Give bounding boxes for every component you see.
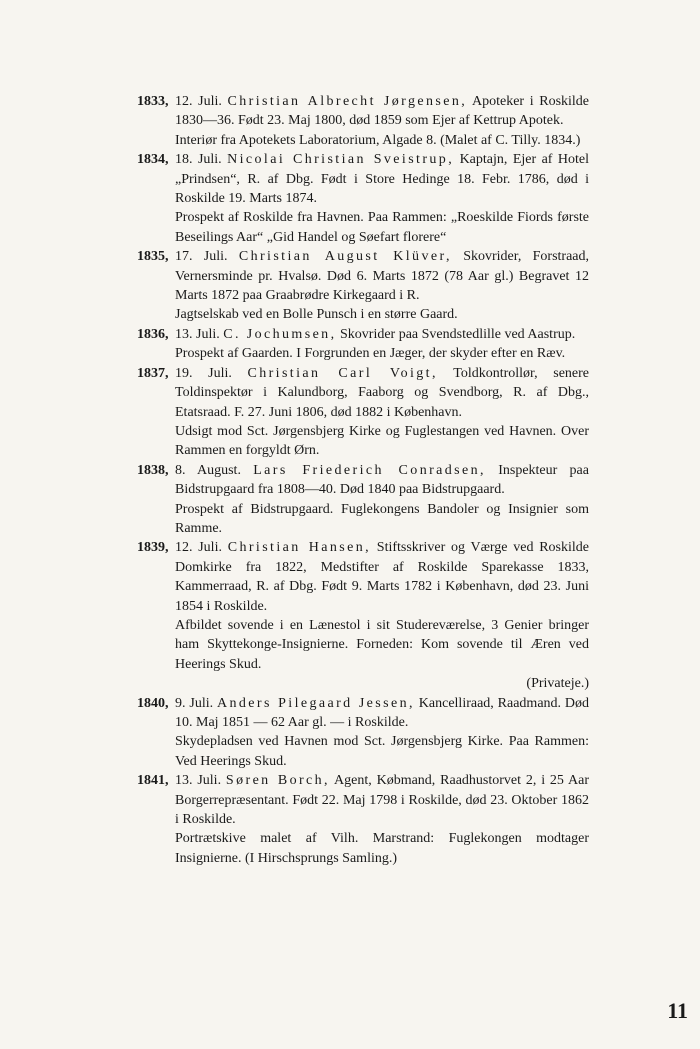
entry-description: Prospekt af Gaarden. I Forgrunden en Jæger, der skyder efter en Ræv. bbox=[175, 346, 566, 362]
entry-date: 12. Juli. bbox=[175, 540, 222, 556]
entry-body bbox=[175, 771, 589, 868]
entry-1833 bbox=[137, 92, 589, 150]
entry-details: Kancelliraad, Raadmand. Død 10. Maj 1851 — 62 Aar gl. — i Roskilde. bbox=[175, 695, 590, 730]
entry-name: Christian Albrecht Jørgensen, bbox=[227, 94, 468, 109]
entry-details: Inspekteur paa Bidstrupgaard fra 1808—40. Død 1840 paa Bidstrupgaard. bbox=[175, 462, 589, 498]
entry-body bbox=[175, 247, 589, 325]
entry-details: Apoteker i Roskilde 1830—36. Født 23. Maj 1800, død 1859 som Ejer af Kettrup Apotek. bbox=[175, 94, 590, 129]
entry-date: 9. Juli. bbox=[175, 695, 214, 711]
entry-name: Christian Carl Voigt, bbox=[247, 365, 438, 381]
entry-details: Toldkontrollør, senere Toldinspektør i Kalundborg, Faaborg og Svendborg, R. af Dbg., Etatsraad. F. 27. Juni 1806, død 1882 i København. bbox=[175, 365, 590, 420]
entry-description: Afbildet sovende i en Lænestol i sit Studereværelse, 3 Genier bringer ham Skyttekonge-Insignierne. Forneden: Kom sovende til Æren ved Heerings Skud. bbox=[175, 617, 589, 672]
entry-name: Christian August Klüver, bbox=[238, 249, 452, 265]
entry-description: Prospekt af Roskilde fra Havnen. Paa Rammen: „Roeskilde Fiords første Beseilings Aar“ „Gid Handel og Søefart florere“ bbox=[175, 210, 589, 245]
entries-list bbox=[137, 92, 589, 868]
entry-name: C. Jochumsen, bbox=[223, 326, 337, 342]
entry-1841 bbox=[137, 771, 589, 868]
entry-date: 13. Juli. bbox=[175, 773, 222, 789]
entry-text bbox=[175, 364, 589, 422]
entry-text bbox=[175, 538, 589, 616]
entry-text bbox=[175, 461, 589, 500]
entry-body bbox=[175, 694, 589, 772]
entry-date: 19. Juli. bbox=[175, 365, 232, 381]
entry-1834 bbox=[137, 150, 589, 247]
entry-text bbox=[175, 150, 589, 208]
entry-description: Prospekt af Bidstrupgaard. Fuglekongens Bandoler og Insignier som Ramme. bbox=[175, 501, 589, 536]
entry-description: Portrætskive malet af Vilh. Marstrand: Fuglekongen modtager Insignierne. (I Hirschsprungs Samling.) bbox=[175, 831, 589, 866]
entry-note: (Privateje.) bbox=[526, 676, 589, 692]
entry-year: 1834, bbox=[137, 152, 169, 168]
entry-details: Kaptajn, Ejer af Hotel „Prindsen“, R. af Dbg. Født i Store Hedinge 18. Febr. 1786, død i Roskilde 19. Marts 1874. bbox=[175, 152, 589, 207]
entry-text bbox=[175, 325, 589, 344]
entry-1837 bbox=[137, 364, 589, 461]
entry-year: 1840, bbox=[137, 695, 169, 711]
entry-date: 18. Juli. bbox=[175, 152, 222, 168]
entry-body bbox=[175, 325, 589, 364]
entry-description: Jagtselskab ved en Bolle Punsch i en større Gaard. bbox=[175, 307, 458, 323]
entry-description: Skydepladsen ved Havnen mod Sct. Jørgensbjerg Kirke. Paa Rammen: Ved Heerings Skud. bbox=[175, 734, 589, 769]
entry-text bbox=[175, 694, 589, 733]
entry-text bbox=[175, 92, 589, 131]
entry-body bbox=[175, 364, 589, 461]
entry-details: Skovrider paa Svendstedlille ved Aastrup. bbox=[340, 326, 576, 342]
entry-1840 bbox=[137, 694, 589, 772]
entry-body bbox=[175, 538, 589, 693]
entry-name: Christian Hansen, bbox=[227, 540, 372, 556]
entry-year: 1838, bbox=[137, 462, 169, 478]
entry-year: 1837, bbox=[137, 365, 169, 381]
entry-date: 8. August. bbox=[175, 462, 241, 478]
entry-details: Agent, Købmand, Raadhustorvet 2, i 25 Aar Borgerrepræsentant. Født 22. Maj 1798 i Roskilde, død 23. Oktober 1862 i Roskilde. bbox=[175, 773, 589, 828]
entry-1838 bbox=[137, 461, 589, 539]
entry-1839 bbox=[137, 538, 589, 693]
entry-name: Lars Friederich Conradsen, bbox=[253, 462, 486, 478]
entry-text bbox=[175, 247, 589, 305]
entry-body bbox=[175, 461, 589, 539]
entry-date: 12. Juli. bbox=[175, 94, 222, 109]
page-number: 11 bbox=[667, 998, 688, 1023]
entry-year: 1841, bbox=[137, 773, 169, 789]
entry-name: Søren Borch, bbox=[225, 773, 330, 789]
entry-date: 13. Juli. bbox=[175, 326, 220, 342]
entry-body bbox=[175, 150, 589, 247]
entry-date: 17. Juli. bbox=[175, 249, 228, 265]
entry-year: 1833, bbox=[137, 94, 169, 109]
entry-1836 bbox=[137, 325, 589, 364]
entry-1835 bbox=[137, 247, 589, 325]
entry-description: Udsigt mod Sct. Jørgensbjerg Kirke og Fuglestangen ved Havnen. Over Rammen en forgyldt Ørn. bbox=[175, 423, 589, 459]
entry-name: Nicolai Christian Sveistrup, bbox=[227, 152, 455, 168]
entry-details: Skovrider, Forstraad, Vernersminde pr. Hvalsø. Død 6. Marts 1872 (78 Aar gl.) Begravet 12 Marts 1872 paa Graabrødre Kirkegaard i R. bbox=[175, 249, 590, 304]
entry-year: 1839, bbox=[137, 540, 169, 556]
entry-year: 1836, bbox=[137, 326, 169, 342]
entry-description: Interiør fra Apotekets Laboratorium, Algade 8. (Malet af C. Tilly. 1834.) bbox=[175, 132, 581, 148]
entry-name: Anders Pilegaard Jessen, bbox=[216, 695, 415, 711]
entry-year: 1835, bbox=[137, 249, 169, 265]
entry-body bbox=[175, 92, 589, 150]
entry-details: Stiftsskriver og Værge ved Roskilde Domkirke fra 1822, Medstifter af Roskilde Sparekasse 1833, Kammerraad, R. af Dbg. Født 9. Marts 1782 i København, død 23. Juni 1854 i Roskilde. bbox=[175, 540, 589, 614]
entry-text bbox=[175, 771, 589, 829]
